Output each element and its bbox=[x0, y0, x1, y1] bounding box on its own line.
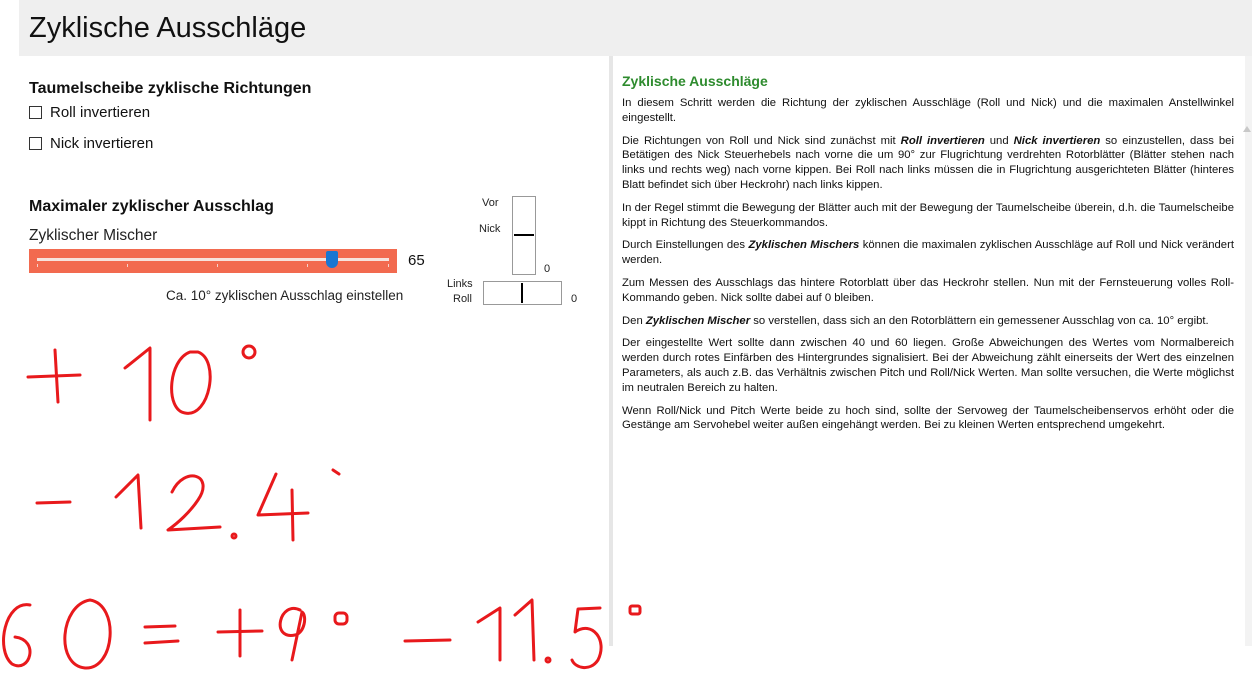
roll-label: Roll bbox=[453, 293, 472, 305]
help-paragraph: Den Zyklischen Mischer so verstellen, dass sich an den Rotorblättern ein gemessener Ausschlag von ca. 10° ergibt. bbox=[622, 314, 1209, 327]
mixer-label: Zyklischer Mischer bbox=[29, 227, 158, 244]
help-title: Zyklische Ausschläge bbox=[622, 73, 768, 89]
help-paragraph: Wenn Roll/Nick und Pitch Werte beide zu hoch sind, sollte der Servoweg der Taumelscheibenservos erhöht oder die Gestänge am Servohebel weiter außen eingehängt werden. Bei zu kleinen Werten entsprechend umgekehrt. bbox=[622, 404, 1234, 432]
roll-value: 0 bbox=[571, 293, 578, 305]
vor-label: Vor bbox=[482, 197, 499, 209]
help-paragraph: Durch Einstellungen des Zyklischen Mischers können die maximalen zyklischen Ausschläge auf Roll und Nick verändert werden. bbox=[622, 239, 1234, 267]
links-label: Links bbox=[447, 278, 473, 290]
help-paragraph: In der Regel stimmt die Bewegung der Blätter auch mit der Bewegung der Taumelscheibe überein, d.h. die Taumelscheibe kippt in Richtung des Steuerkommandos. bbox=[622, 201, 1234, 229]
help-paragraph: Die Richtungen von Roll und Nick sind zunächst mit Roll invertieren und Nick invertieren so einzustellen, dass bei Betätigen des Nick Steuerhebels nach vorne die um 90° zur Flugrichtung verdrehten Rotorblätter (Blätter stehen nach links und rechts weg) nach vorne kippen. Bei Roll nach links müssen die in Flugrichtung ausgerichteten Blätter (hinteres Blatt befindet sich über Heckrohr) nach links kippen. bbox=[622, 134, 1234, 191]
mixer-value: 65 bbox=[408, 252, 425, 269]
roll-invert-label: Roll invertieren bbox=[50, 104, 151, 121]
handwritten-note-3 bbox=[4, 600, 640, 668]
nick-invert-label: Nick invertieren bbox=[50, 135, 154, 152]
page-title: Zyklische Ausschläge bbox=[29, 12, 307, 44]
nick-value: 0 bbox=[544, 263, 551, 275]
mixer-hint: Ca. 10° zyklischen Ausschlag einstellen bbox=[166, 288, 404, 303]
help-paragraph: In diesem Schritt werden die Richtung der zyklischen Ausschläge (Roll und Nick) und die maximalen Anstellwinkel eingestellt. bbox=[622, 97, 1234, 124]
handwritten-note-2 bbox=[37, 470, 339, 540]
directions-title: Taumelscheibe zyklische Richtungen bbox=[29, 80, 312, 97]
nick-label: Nick bbox=[479, 223, 501, 235]
handwritten-note-1 bbox=[28, 346, 255, 420]
help-paragraph: Der eingestellte Wert sollte dann zwischen 40 und 60 liegen. Große Abweichungen des Wertes vom Normalbereich werden durch rotes Einfärben des Hintergrundes signalisiert. Bei der Abweichung zählt einerseits der Wert des einzelnen Parameters, als auch z.B. das Verhältnis zwischen Pitch und Roll/Nick Werten. Man sollte versuchen, die Werte möglichst im neutralen Bereich zu halten. bbox=[622, 337, 1234, 394]
max-deflection-title: Maximaler zyklischer Ausschlag bbox=[29, 198, 274, 215]
help-paragraph: Zum Messen des Ausschlags das hintere Rotorblatt über das Heckrohr stellen. Nun mit der Fernsteuerung volles Roll-Kommando geben. Nick sollte dabei auf 0 bleiben. bbox=[622, 276, 1234, 304]
